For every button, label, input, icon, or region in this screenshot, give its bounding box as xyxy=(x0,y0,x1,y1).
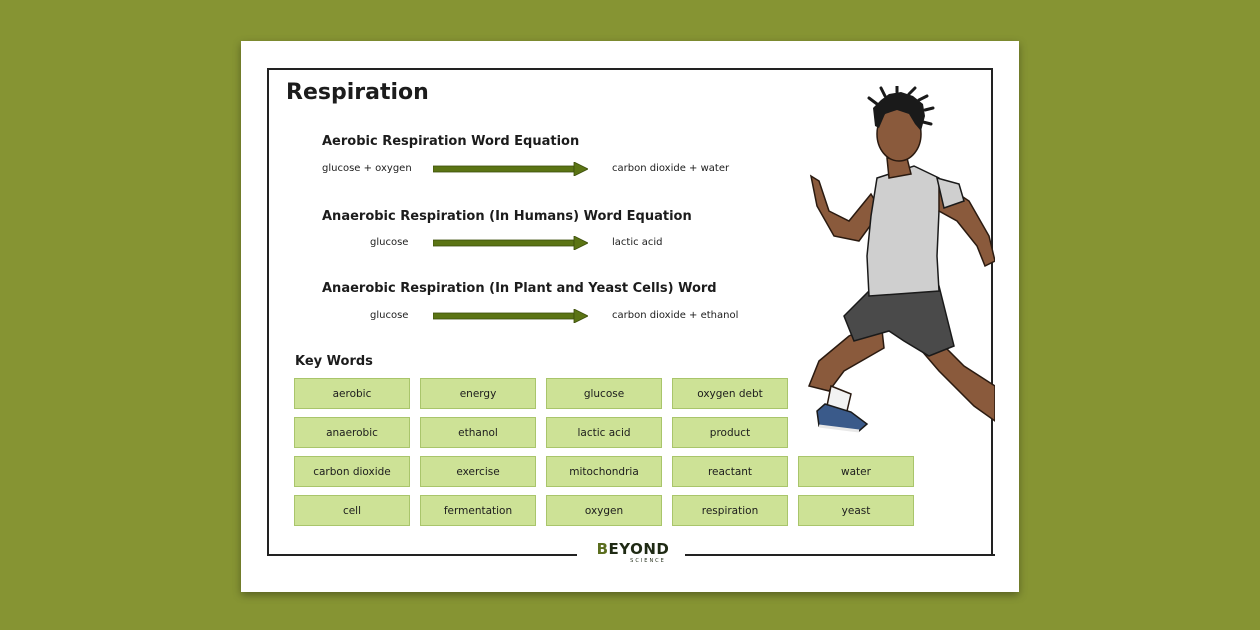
equation-products-aerobic: carbon dioxide + water xyxy=(612,163,730,174)
key-word-chip: exercise xyxy=(420,456,536,487)
worksheet-page xyxy=(241,41,1019,592)
equation-reactants-aerobic: glucose + oxygen xyxy=(322,163,412,174)
key-word-chip: reactant xyxy=(672,456,788,487)
key-word-chip: yeast xyxy=(798,495,914,526)
key-word-chip: oxygen debt xyxy=(672,378,788,409)
equation-heading-aerobic: Aerobic Respiration Word Equation xyxy=(322,134,580,149)
worksheet-frame xyxy=(267,68,993,564)
key-word-chip: lactic acid xyxy=(546,417,662,448)
key-word-chip: product xyxy=(672,417,788,448)
key-word-chip: glucose xyxy=(546,378,662,409)
logo-subtitle: SCIENCE xyxy=(630,558,666,564)
runner-illustration xyxy=(789,86,995,466)
key-word-chip: aerobic xyxy=(294,378,410,409)
key-word-chip: water xyxy=(798,456,914,487)
arrow-right-icon xyxy=(433,236,588,250)
equation-products-anaerobic-plants: carbon dioxide + ethanol xyxy=(612,310,739,321)
key-word-chip: respiration xyxy=(672,495,788,526)
key-word-chip: anaerobic xyxy=(294,417,410,448)
key-word-chip: ethanol xyxy=(420,417,536,448)
equation-heading-anaerobic-plants: Anaerobic Respiration (In Plant and Yeast Cells) Word xyxy=(322,281,717,296)
key-word-chip: fermentation xyxy=(420,495,536,526)
key-word-chip: oxygen xyxy=(546,495,662,526)
arrow-right-icon xyxy=(433,162,588,176)
key-word-chip: carbon dioxide xyxy=(294,456,410,487)
equation-heading-anaerobic-humans: Anaerobic Respiration (In Humans) Word Equation xyxy=(322,209,692,224)
frame-bottom-right xyxy=(685,554,995,556)
key-word-chip: energy xyxy=(420,378,536,409)
page-title: Respiration xyxy=(286,80,429,105)
arrow-right-icon xyxy=(433,309,588,323)
key-words-title: Key Words xyxy=(295,354,373,369)
logo-word: EYOND xyxy=(608,540,670,558)
key-word-chip: cell xyxy=(294,495,410,526)
equation-products-anaerobic-humans: lactic acid xyxy=(612,237,663,248)
logo-letter: B xyxy=(596,540,609,558)
beyond-science-logo xyxy=(587,540,679,570)
equation-reactants-anaerobic-humans: glucose xyxy=(370,237,409,248)
frame-bottom-left xyxy=(267,554,577,556)
key-word-chip: mitochondria xyxy=(546,456,662,487)
equation-reactants-anaerobic-plants: glucose xyxy=(370,310,409,321)
